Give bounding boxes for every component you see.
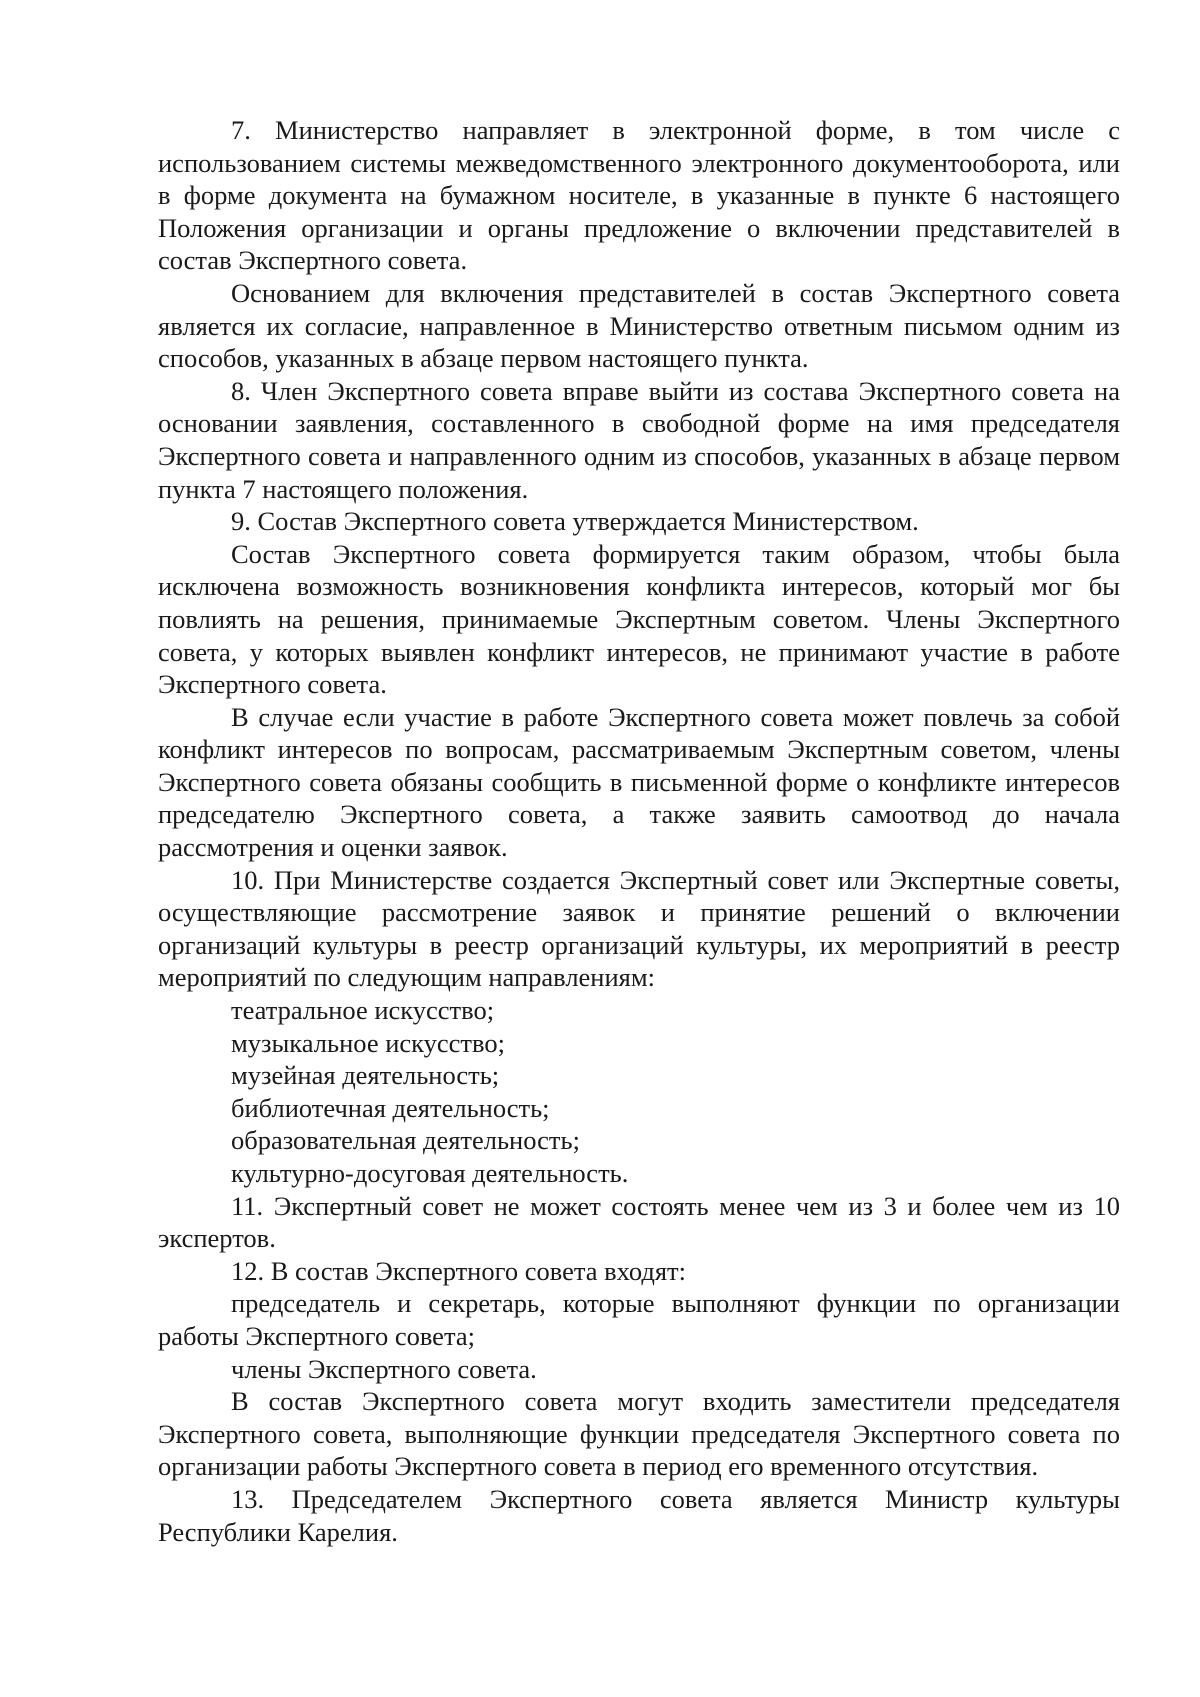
paragraph: 9. Состав Экспертного совета утверждается Министерством. bbox=[231, 506, 919, 537]
paragraph: 8. Член Экспертного совета вправе выйти из состава Экспертного совета на основании заявления, составленного в свободной форме на имя председателя Экспертного совета и направленного одним из способов, указанных в абзаце первом пункта 7 настоящего положения. bbox=[158, 375, 1120, 504]
paragraph: члены Экспертного совета. bbox=[231, 1353, 537, 1384]
document-body bbox=[158, 114, 1120, 1548]
list-item: культурно-досуговая деятельность. bbox=[231, 1158, 629, 1188]
paragraph: В случае если участие в работе Экспертного совета может повлечь за собой конфликт интересов по вопросам, рассматриваемым Экспертным советом, члены Экспертного совета обязаны сообщить в письменной форме о конфликте интересов председателю Экспертного совета, а также заявить самоотвод до начала рассмотрения и оценки заявок. bbox=[158, 701, 1120, 863]
paragraph: В состав Экспертного совета могут входить заместители председателя Экспертного совета, выполняющие функции председателя Экспертного совета по организации работы Экспертного совета в период его временного отсутствия. bbox=[158, 1386, 1120, 1482]
paragraph: 7. Министерство направляет в электронной форме, в том числе с использованием системы межведомственного электронного документооборота, или в форме документа на бумажном носителе, в указанные в пункте 6 настоящего Положения организации и органы предложение о включении представителей в состав Экспертного совета. bbox=[158, 115, 1120, 276]
paragraph: 13. Председателем Экспертного совета является Министр культуры Республики Карелия. bbox=[158, 1483, 1120, 1547]
paragraph: 11. Экспертный совет не может состоять менее чем из 3 и более чем из 10 экспертов. bbox=[158, 1190, 1120, 1254]
list-item: музейная деятельность; bbox=[231, 1060, 500, 1091]
paragraph: 10. При Министерстве создается Экспертный совет или Экспертные советы, осуществляющие рассмотрение заявок и принятие решений о включении организаций культуры в реестр организаций культуры, их мероприятий в реестр мероприятий по следующим направлениям: bbox=[158, 864, 1120, 993]
list-item: театральное искусство; bbox=[231, 995, 495, 1026]
list-item: образовательная деятельность; bbox=[231, 1125, 580, 1156]
paragraph: председатель и секретарь, которые выполняют функции по организации работы Экспертного совета; bbox=[158, 1288, 1120, 1351]
paragraph: Основанием для включения представителей в состав Экспертного совета является их согласие, направленное в Министерство ответным письмом одним из способов, указанных в абзаце первом настоящего пункта. bbox=[158, 277, 1120, 374]
list-item: музыкальное искусство; bbox=[231, 1027, 505, 1058]
paragraph: Состав Экспертного совета формируется таким образом, чтобы была исключена возможность возникновения конфликта интересов, который мог бы повлиять на решения, принимаемые Экспертным советом. Члены Экспертного совета, у которых выявлен конфликт интересов, не принимают участие в работе Экспертного совета. bbox=[158, 538, 1120, 700]
paragraph: 12. В состав Экспертного совета входят: bbox=[231, 1255, 686, 1286]
list-item: библиотечная деятельность; bbox=[231, 1092, 550, 1123]
